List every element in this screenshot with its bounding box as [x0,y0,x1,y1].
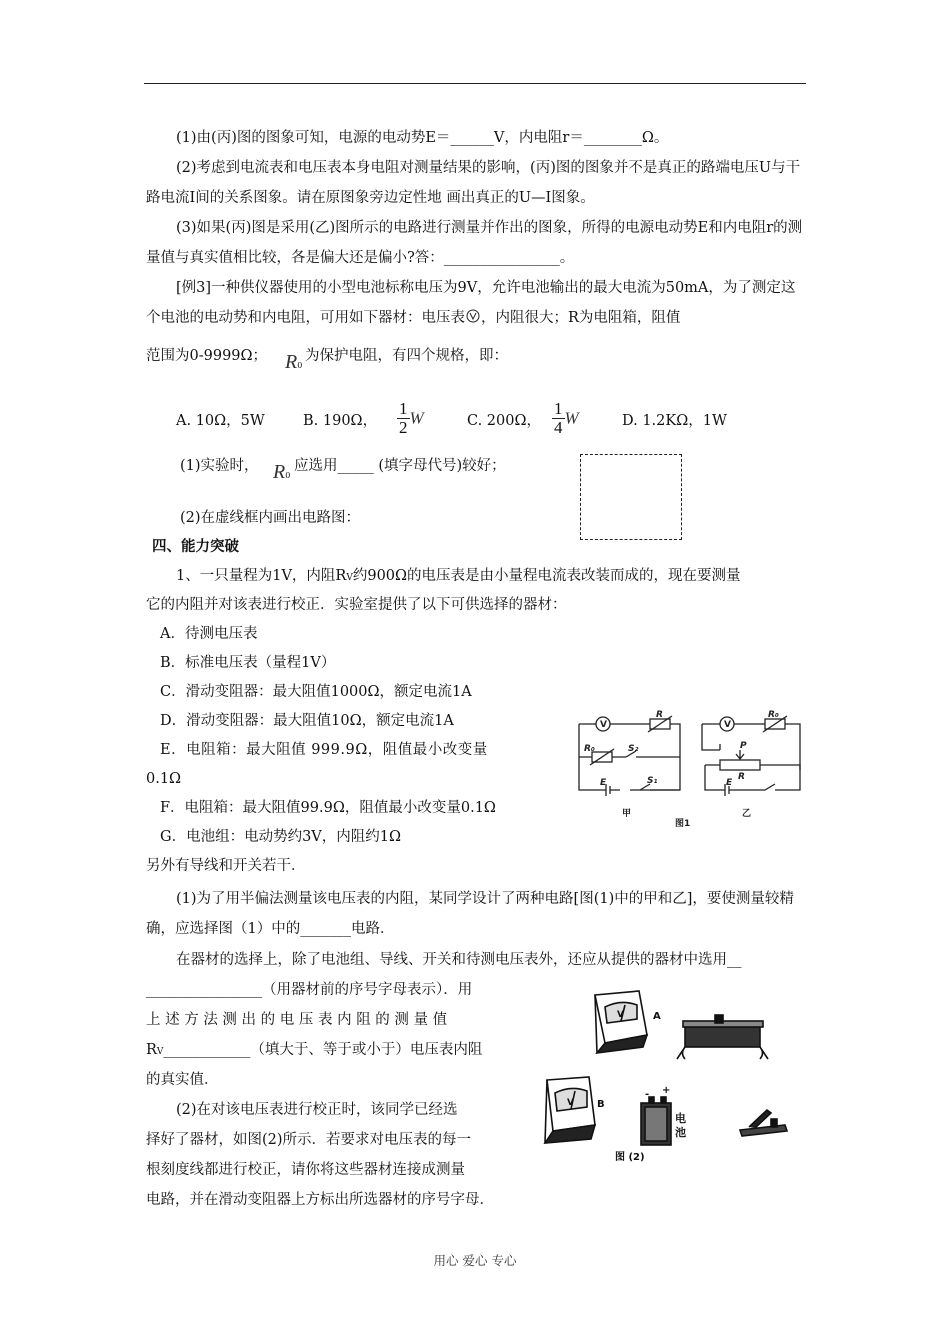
r0-symbol-2 [273,461,290,484]
sub-question-2-4: 电路，并在滑动变阻器上方标出所选器材的序号字母． [146,1192,494,1208]
ex3-q2: (2)在虚线框内画出电路图： [180,510,361,526]
r0-letter: R [273,461,286,483]
yi-label: 乙 [742,809,752,819]
p1-text-a: 1、一只量程为1V，内阻R [176,568,347,584]
meter-b-v: V [567,1098,574,1108]
question-1: (1)由(丙)图的图象可知，电源的电动势E＝______V，内电阻r＝________Ω。 [176,130,669,146]
problem-1-line-2: 它的内阻并对该表进行校正．实验室提供了以下可供选择的器材： [146,597,567,613]
figure-1-circuits [570,710,805,830]
circuit-drawing-box [580,454,682,540]
meter-b-label: B [597,1099,605,1110]
item-d: D．滑动变阻器：最大阻值10Ω，额定电流1A [160,713,454,729]
figure-1-caption: 图1 [675,819,691,829]
r0-symbol [285,351,302,374]
figure-2-equipment [535,985,795,1175]
frac-num: 1 [554,399,563,418]
sub-question-1b-3: 上 述 方 法 测 出 的 电 压 表 内 阻 的 测 量 值 [146,1012,448,1028]
jia-label: 甲 [622,809,632,819]
frac-num: 1 [399,399,408,418]
watt-unit: W [409,408,424,428]
rv-text: ____________（填大于、等于或小于）电压表内阻 [163,1042,483,1058]
option-c-fraction [552,400,579,437]
item-c: C．滑动变阻器：最大阻值1000Ω，额定电流1A [160,684,472,700]
option-c: C. 200Ω， [467,413,541,429]
example-3-range-line [146,345,267,367]
rv-letter: R [146,1042,157,1058]
protect-resistor-text: 为保护电阻，有四个规格，即： [305,348,508,364]
battery-plus: + [662,1085,671,1096]
r0-letter: R [285,351,298,373]
example-3-text-b: ，内阻很大；R为电阻箱，阻值 [481,310,681,326]
e-label: E [726,778,733,788]
sub-question-1b-4 [146,1039,482,1063]
item-g: G．电池组：电动势约3V，内阻约1Ω [160,829,402,845]
sub-question-2-1: (2)在对该电压表进行校正时，该同学已经选 [176,1102,458,1118]
frac-den: 2 [399,418,408,437]
option-b: B. 190Ω， [303,413,378,429]
r0-label: R₀ [768,710,779,720]
sub-question-1: (1)为了用半偏法测量该电压表的内阻，某同学设计了两种电路[图(1)中的甲和乙]，要使测量较精确，应选择图（1）中的_______电路． [146,891,794,937]
page-footer: 用心 爱心 专心 [433,1253,517,1268]
p-label: P [740,741,747,751]
r0-label: R₀ [584,744,595,754]
rv-subscript: V [156,1047,164,1057]
meter-a-label: A [653,1011,661,1022]
range-text: 范围为0-9999Ω； [146,348,268,364]
v-label: V [724,720,731,730]
v-label: V [600,720,607,730]
watt-unit: W [564,408,579,428]
voltmeter-icon [466,309,480,323]
frac-den: 4 [554,418,563,437]
example-3-text-a: [例3]一种供仪器使用的小型电池标称电压为9V，允许电池输出的最大电流为50mA，为了测定这个电池的电动势和内电阻，可用如下器材：电压表 [146,280,796,326]
extra-note: 另外有导线和开关若干． [146,858,306,874]
item-e: E．电阻箱：最大阻值 999.9Ω，阻值最小改变量 [160,742,488,758]
ex3-q1-a: (1)实验时， [180,458,259,474]
r0-subscript: 0 [285,471,291,480]
item-f: F．电阻箱：最大阻值99.9Ω，阻值最小改变量0.1Ω [160,800,496,816]
question-3: (3)如果(丙)图是采用(乙)图所示的电路进行测量并作出的图象，所得的电源电动势E和内电阻r的测量值与真实值相比较，各是偏大还是偏小?答：________________。 [146,220,803,266]
sub-question-2-3: 根刻度线都进行校正，请你将这些器材连接成测量 [146,1162,465,1178]
battery-label-1: 电 [675,1112,686,1125]
sub-question-1b-1: 在器材的选择上，除了电池组、导线、开关和待测电压表外，还应从提供的器材中选用__ [176,952,742,968]
problem-1-line-1 [176,565,741,589]
item-a: A．待测电压表 [160,626,258,642]
figure-2-caption: 图 (2) [615,1152,645,1163]
sub-question-1b-5: 的真实值． [146,1072,219,1088]
s1-label: S₁ [647,776,658,786]
item-b: B．标准电压表（量程1V） [160,655,336,671]
section-heading: 四、能力突破 [152,539,239,555]
r0-subscript: 0 [297,361,303,370]
item-e-cont: 0.1Ω [146,771,182,787]
p1-text-b: 约900Ω的电压表是由小量程电流表改装而成的，现在要测量 [352,568,741,584]
sub-question-2-2: 择好了器材，如图(2)所示．若要求对电压表的每一 [146,1132,472,1148]
sub-question-1b-2: ________________（用器材前的序号字母表示）．用 [146,982,473,998]
ex3-q1-b: 应选用_____ (填字母代号)较好； [294,458,506,474]
example-3 [146,273,806,333]
header-rule [144,83,806,84]
battery-minus: - [645,1089,650,1100]
e-label: E [600,778,607,788]
option-b-fraction [397,400,424,437]
r-label: R [656,710,663,720]
meter-a-v: V [617,1010,624,1020]
question-2: (2)考虑到电流表和电压表本身电阻对测量结果的影响，(丙)图的图象并不是真正的路端电压U与干路电流I间的关系图象。请在原图象旁边定性地 画出真正的U—I图象。 [146,160,801,206]
battery-label-2: 池 [675,1126,686,1139]
p1-subscript: V [346,573,353,583]
s2-label: S₂ [628,744,639,754]
option-d: D. 1.2KΩ，1W [622,413,727,429]
option-a: A. 10Ω，5W [176,413,265,429]
r-label: R [738,772,745,782]
